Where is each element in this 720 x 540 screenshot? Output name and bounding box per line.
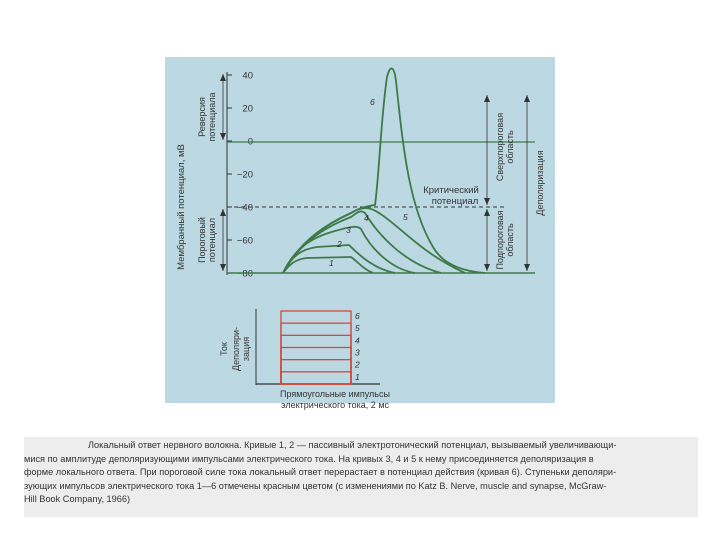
threshold-bracket bbox=[197, 209, 226, 271]
critical-label-2: потенциал bbox=[431, 196, 479, 207]
depolarization-label: Деполяризация bbox=[535, 150, 545, 216]
curves bbox=[283, 68, 485, 273]
current-label-depol-1: Деполяри- bbox=[231, 327, 241, 371]
subthreshold-bracket bbox=[484, 209, 515, 271]
suprathreshold-bracket bbox=[484, 95, 515, 205]
y-tick-label: 40 bbox=[242, 70, 253, 82]
y-tick-label: −40 bbox=[236, 202, 253, 214]
current-step-number: 1 bbox=[355, 371, 360, 382]
caption-line-5: Hill Book Company, 1966) bbox=[24, 494, 131, 505]
figure-svg bbox=[165, 57, 555, 410]
curve-number-5: 5 bbox=[403, 212, 408, 222]
threshold-label-1: Пороговый bbox=[197, 217, 207, 263]
y-tick-label: 0 bbox=[247, 136, 253, 148]
caption-line-3: форме локального ответа. При пороговой силе тока локальный ответ перерастает в потенциал действия (кривая 6). Ступеньки деполяри- bbox=[24, 467, 617, 478]
y-tick-label: −60 bbox=[236, 235, 253, 247]
reversal-label-2: потенциала bbox=[207, 92, 217, 142]
depolarization-bracket bbox=[524, 95, 545, 271]
curve-number-6: 6 bbox=[370, 97, 375, 107]
figure-caption bbox=[24, 437, 698, 517]
caption-line-4: зующих импульсов электрического тока 1—6 отмечены красным цветом (с изменениями по Katz B. Nerve, muscle and synapse, McGraw- bbox=[24, 480, 607, 491]
reversal-label-1: Реверсия bbox=[197, 97, 207, 137]
current-xlabel-2: электрического тока, 2 мс bbox=[280, 400, 390, 410]
current-xlabel-1: Прямоугольные импульсы bbox=[280, 389, 390, 399]
current-step-5 bbox=[281, 323, 351, 384]
critical-label-1: Критический bbox=[423, 185, 479, 196]
caption-line-2: мися по амплитуде деполяризующими импульсами электрического тока. На кривых 3, 4 и 5 к нему присоединяется деполяризация в bbox=[24, 453, 594, 464]
caption-text bbox=[24, 439, 698, 507]
current-step-number: 6 bbox=[355, 311, 360, 321]
caption-line-1: Локальный ответ нервного волокна. Кривые 1, 2 — пассивный электротонический потенциал, вызываемый увеличивающи- bbox=[88, 440, 617, 450]
y-tick-label: −80 bbox=[236, 268, 253, 280]
subthreshold-label-1: Подпороговая bbox=[495, 210, 505, 270]
threshold-label-2: потенциал bbox=[207, 217, 217, 263]
curve-number-4: 4 bbox=[364, 213, 369, 223]
y-axis-label: Мембранный потенциал, мВ bbox=[176, 144, 187, 270]
current-step-number: 5 bbox=[355, 323, 360, 334]
current-label-depol-2: зация bbox=[241, 336, 251, 362]
current-pulses bbox=[281, 311, 360, 384]
subthreshold-label-2: область bbox=[505, 223, 515, 257]
current-step-number: 2 bbox=[355, 359, 360, 370]
reversal-bracket bbox=[197, 74, 226, 142]
y-ticks bbox=[227, 71, 253, 280]
suprathreshold-label-1: Сверхпороговая bbox=[495, 112, 505, 182]
curve-number-2: 2 bbox=[337, 239, 342, 249]
curve-number-3: 3 bbox=[346, 225, 351, 235]
suprathreshold-label-2: область bbox=[505, 130, 515, 164]
y-tick-label: 20 bbox=[242, 103, 253, 115]
curve-number-1: 1 bbox=[329, 258, 334, 268]
curve-1 bbox=[283, 257, 373, 273]
curve-6 bbox=[283, 68, 485, 273]
current-step-1 bbox=[281, 372, 351, 384]
current-label-tok: Ток bbox=[219, 342, 229, 356]
figure-panel bbox=[165, 57, 555, 410]
y-tick-label: −20 bbox=[236, 169, 253, 181]
current-step-number: 3 bbox=[355, 347, 360, 358]
current-step-number: 4 bbox=[355, 335, 360, 346]
current-step-3 bbox=[281, 348, 351, 385]
